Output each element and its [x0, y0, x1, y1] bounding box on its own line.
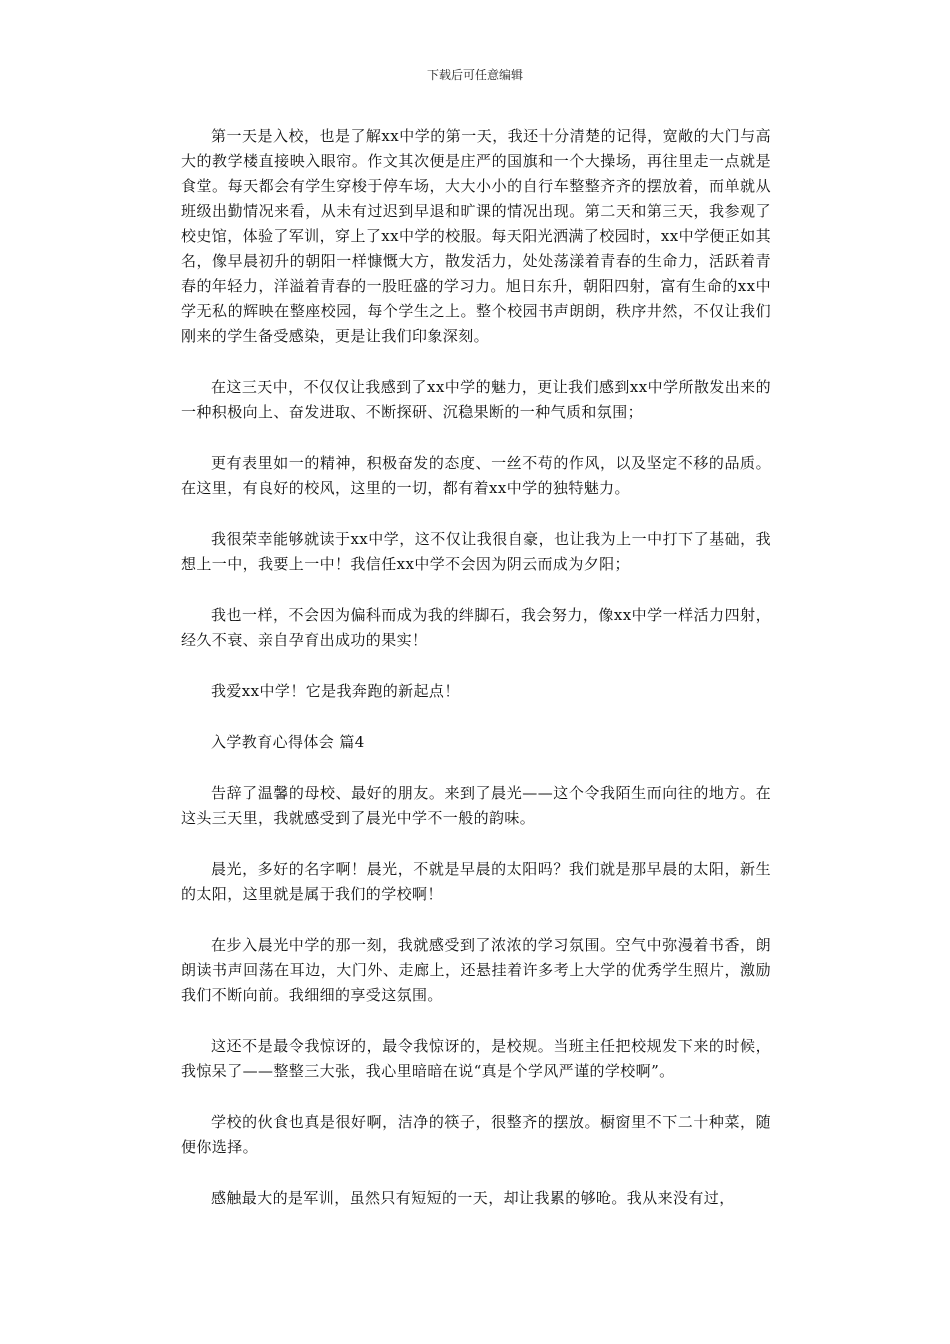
paragraph: 晨光，多好的名字啊！晨光，不就是早晨的太阳吗？我们就是那早晨的太阳，新生的太阳，这里就是属于我们的学校啊！ [181, 860, 771, 903]
paragraph: 我爱xx中学！它是我奔跑的新起点！ [211, 682, 460, 700]
header-note: 下载后可任意编辑 [426, 68, 523, 82]
paragraph: 我也一样，不会因为偏科而成为我的绊脚石，我会努力，像xx中学一样活力四射，经久不衰、亲自孕育出成功的果实！ [181, 606, 771, 649]
paragraph: 告辞了温馨的母校、最好的朋友。来到了晨光——这个令我陌生而向往的地方。在这头三天里，我就感受到了晨光中学不一般的韵味。 [181, 784, 771, 827]
document-body [181, 124, 771, 1237]
paragraph: 学校的伙食也真是很好啊，洁净的筷子，很整齐的摆放。橱窗里不下二十种菜，随便你选择。 [181, 1113, 771, 1156]
paragraph: 第一天是入校，也是了解xx中学的第一天，我还十分清楚的记得，宽敞的大门与高大的教学楼直接映入眼帘。作文其次便是庄严的国旗和一个大操场，再往里走一点就是食堂。每天都会有学生穿梭于停车场，大大小小的自行车整整齐齐的摆放着，而单就从班级出勤情况来看，从未有过迟到早退和旷课的情况出现。第二天和第三天，我参观了校史馆，体验了军训，穿上了xx中学的校服。每天阳光洒满了校园时，xx中学便正如其名，像早晨初升的朝阳一样慷慨大方，散发活力，处处荡漾着青春的生命力，活跃着青春的年轻力，洋溢着青春的一股旺盛的学习力。旭日东升，朝阳四射，富有生命的xx中学无私的辉映在整座校园，每个学生之上。整个校园书声朗朗，秩序井然，不仅让我们刚来的学生备受感染，更是让我们印象深刻。 [181, 127, 771, 345]
section-heading: 入学教育心得体会 篇4 [211, 733, 365, 751]
paragraph: 感触最大的是军训，虽然只有短短的一天，却让我累的够呛。我从来没有过， [211, 1189, 735, 1207]
paragraph: 在步入晨光中学的那一刻，我就感受到了浓浓的学习氛围。空气中弥漫着书香，朗朗读书声回荡在耳边，大门外、走廊上，还悬挂着许多考上大学的优秀学生照片，激励我们不断向前。我细细的享受这氛围。 [181, 936, 771, 1004]
paragraph: 我很荣幸能够就读于xx中学，这不仅让我很自豪，也让我为上一中打下了基础，我想上一中，我要上一中！我信任xx中学不会因为阴云而成为夕阳； [181, 530, 771, 573]
paragraph: 在这三天中，不仅仅让我感到了xx中学的魅力，更让我们感到xx中学所散发出来的一种积极向上、奋发进取、不断探研、沉稳果断的一种气质和氛围； [181, 378, 771, 421]
paragraph: 这还不是最令我惊讶的，最令我惊讶的，是校规。当班主任把校规发下来的时候，我惊呆了——整整三大张，我心里暗暗在说“真是个学风严谨的学校啊”。 [181, 1037, 771, 1080]
paragraph: 更有表里如一的精神，积极奋发的态度、一丝不苟的作风，以及坚定不移的品质。在这里，有良好的校风，这里的一切，都有着xx中学的独特魅力。 [181, 454, 771, 497]
